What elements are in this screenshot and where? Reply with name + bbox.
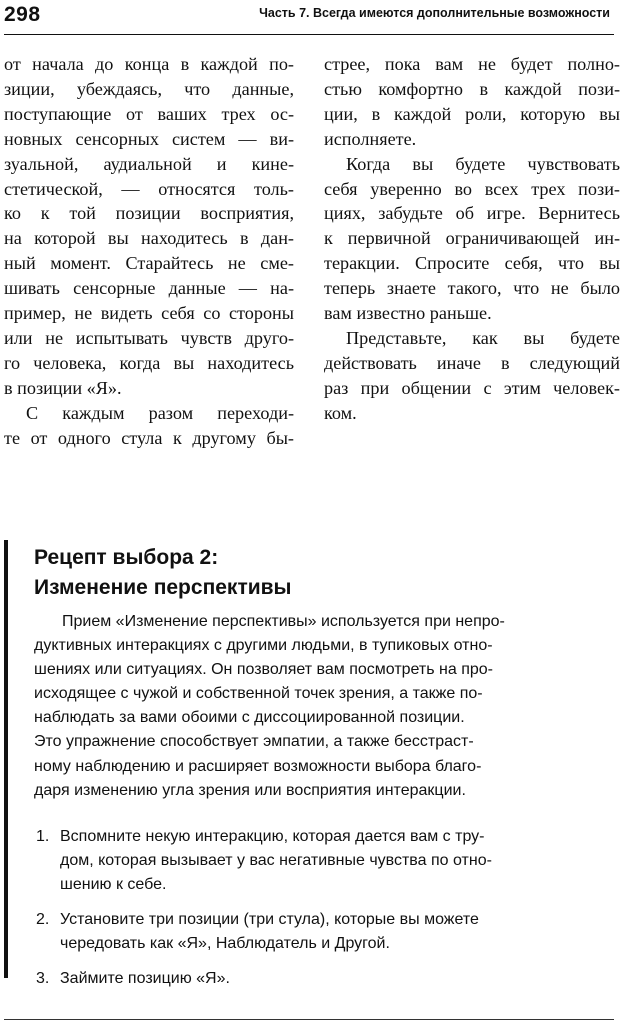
bottom-rule (4, 1019, 614, 1020)
intro-line: исходящее с чужой и собственной точек зрения, а также по- (34, 685, 483, 703)
text-line: себя уверенно во всех трех пози- (324, 178, 620, 199)
text-line: зуальной, аудиальной и кине- (4, 153, 294, 174)
text-line: теракции. Спросите себя, что вы (324, 253, 620, 274)
step-line: шению к себе. (60, 876, 167, 894)
recipe-title-line: Изменение перспективы (34, 576, 292, 599)
text-line: го человека, когда вы находитесь (4, 352, 294, 373)
text-line: Когда вы будете чувствовать (346, 153, 620, 174)
text-line: действовать иначе в следующий (324, 352, 620, 373)
intro-line: даря изменению угла зрения или восприятия интеракции. (34, 781, 466, 799)
text-line: к первичной ограничивающей ин- (324, 228, 620, 249)
text-line: ный момент. Старайтесь не сме- (4, 253, 294, 274)
recipe-intro (34, 610, 614, 803)
intro-line: Это упражнение способствует эмпатии, а также бесстраст- (34, 733, 474, 751)
recipe-title (34, 543, 291, 603)
text-line: стью комфортно в каждой пози- (324, 78, 620, 99)
text-line: теперь знаете такого, что не было (324, 278, 620, 299)
text-line: стетической, — относятся толь- (4, 178, 294, 199)
text-line: вам известно раньше. (324, 303, 492, 324)
text-line: С каждым разом переходи- (26, 402, 294, 423)
step-line: дом, которая вызывает у вас негативные чувства по отно- (60, 852, 492, 870)
text-line: новных сенсорных систем — ви- (4, 128, 294, 149)
text-line: шивать сенсорные данные — на- (4, 278, 294, 299)
list-item (34, 908, 614, 956)
step-number: 3. (36, 970, 50, 988)
text-line: раз при общении с этим человек- (324, 377, 620, 398)
text-line: поступающие от ваших трех ос- (4, 103, 294, 124)
left-column (4, 52, 294, 451)
intro-line: наблюдать за вами обоими с диссоциированной позиции. (34, 709, 465, 727)
text-line: исполняете. (324, 128, 417, 149)
text-line: в позиции «Я». (4, 377, 122, 398)
text-line: зиции, убеждаясь, что данные, (4, 78, 294, 99)
list-item (34, 825, 614, 897)
text-line: на которой вы находитесь в дан- (4, 228, 294, 249)
intro-line: ному наблюдению и расширяет возможности выбора благо- (34, 757, 482, 775)
right-column (324, 52, 620, 426)
recipe-title-line: Рецепт выбора 2: (34, 546, 219, 569)
step-number: 2. (36, 911, 50, 929)
intro-line: дуктивных интеракциях с другими людьми, в тупиковых отно- (34, 637, 493, 655)
text-line: ком. (324, 402, 357, 423)
step-line: Установите три позиции (три стула), которые вы можете (60, 911, 479, 929)
intro-line: Прием «Изменение перспективы» используется при непро- (62, 613, 505, 630)
steps-list (34, 825, 614, 1003)
text-line: или не испытывать чувств друго- (4, 327, 294, 348)
text-line: от начала до конца в каждой по- (4, 54, 294, 74)
list-item (34, 967, 614, 991)
text-line: ко к той позиции восприятия, (4, 203, 294, 224)
text-line: пример, не видеть себя со стороны (4, 303, 294, 324)
page-number: 298 (4, 3, 41, 26)
text-line: Представьте, как вы будете (346, 327, 620, 348)
step-line: чередовать как «Я», Наблюдатель и Другой. (60, 935, 390, 953)
text-line: ции, в каждой роли, которую вы (324, 103, 620, 124)
text-line: циях, забудьте об игре. Вернитесь (324, 203, 620, 224)
text-line: стрее, пока вам не будет полно- (324, 54, 620, 74)
step-line: Займите позицию «Я». (60, 970, 230, 988)
step-line: Вспомните некую интеракцию, которая дается вам с тру- (60, 828, 485, 845)
step-number: 1. (36, 828, 50, 845)
sidebar-rule (4, 540, 8, 978)
header-rule (4, 34, 614, 35)
text-line: те от одного стула к другому бы- (4, 427, 294, 448)
intro-line: шениях или ситуациях. Он позволяет вам посмотреть на про- (34, 661, 493, 679)
running-head: Часть 7. Всегда имеются дополнительные возможности (259, 6, 610, 20)
